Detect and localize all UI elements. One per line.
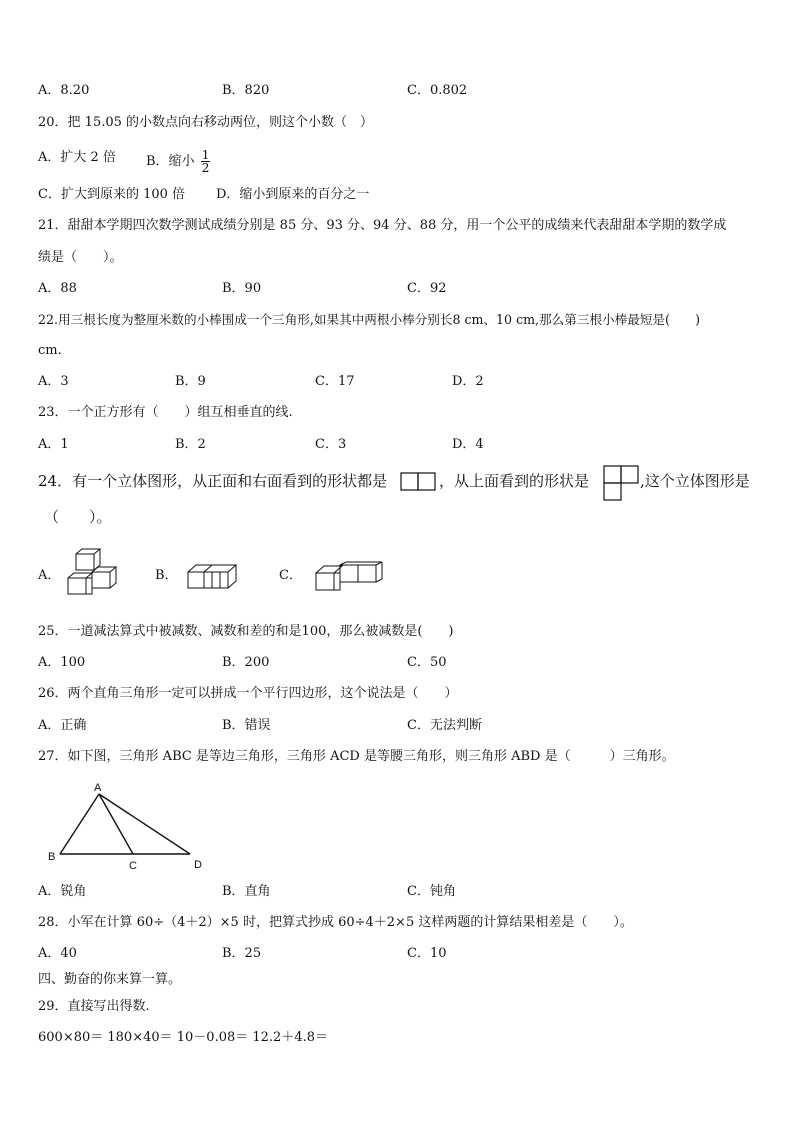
option-c-cube-row-figure <box>314 561 386 593</box>
q28-option-c: C．10 <box>407 946 447 961</box>
q24-stem-line2: （ ）。 <box>44 508 112 526</box>
q19-option-a: A．8.20 <box>38 83 90 98</box>
q20-option-b <box>146 149 210 174</box>
fraction-one-half <box>201 149 211 174</box>
q23-stem: 23．一个正方形有（ ）组互相垂直的线. <box>38 405 293 420</box>
point-label-b: B <box>48 851 56 863</box>
q20-option-c: C．扩大到原来的 100 倍 <box>38 187 186 202</box>
q22-option-b: B．9 <box>175 374 206 389</box>
q25-option-c: C．50 <box>407 655 447 670</box>
q24-stem-part2: ，从上面看到的形状是 <box>439 472 590 490</box>
q25-option-a: A．100 <box>38 655 86 670</box>
q21-option-a: A．88 <box>38 281 77 296</box>
q20-option-b-label: B．缩小 <box>146 154 195 169</box>
q28-option-a: A．40 <box>38 946 77 961</box>
q23-option-b: B．2 <box>175 437 206 452</box>
q26-option-b: B．错误 <box>222 718 271 733</box>
q25-stem: 25．一道减法算式中被减数、减数和差的和是100，那么被减数是( ) <box>38 624 454 639</box>
q22-stem-line2: cm. <box>38 343 62 358</box>
q26-stem: 26．两个直角三角形一定可以拼成一个平行四边形，这个说法是（ ） <box>38 686 458 701</box>
q20-stem: 20．把 15.05 的小数点向右移动两位，则这个小数（ ） <box>38 115 374 130</box>
q27-option-a: A．锐角 <box>38 884 87 899</box>
q20-option-a: A．扩大 2 倍 <box>38 150 116 165</box>
q29-stem: 29．直接写出得数. <box>38 999 150 1014</box>
point-label-a: A <box>94 782 102 794</box>
q22-option-d: D．2 <box>452 374 484 389</box>
q28-stem: 28．小军在计算 60÷（4＋2）×5 时，把算式抄成 60÷4＋2×5 这样两题的计算结果相差是（ ）。 <box>38 915 633 930</box>
q19-option-c: C．0.802 <box>407 83 468 98</box>
front-view-two-squares-figure <box>400 472 438 492</box>
point-label-c: C <box>129 860 137 872</box>
q23-option-a: A．1 <box>38 437 69 452</box>
q19-option-b: B．820 <box>222 83 270 98</box>
q27-option-b: B．直角 <box>222 884 271 899</box>
option-a-cube-stack-figure <box>66 548 120 598</box>
q27-stem: 27．如下图，三角形 ABC 是等边三角形，三角形 ACD 是等腰三角形，则三角形 ABD 是（ ）三角形。 <box>38 749 675 764</box>
q26-option-c: C．无法判断 <box>407 718 482 733</box>
q23-option-c: C．3 <box>315 437 347 452</box>
q22-option-a: A．3 <box>38 374 69 389</box>
fraction-numerator: 1 <box>201 148 210 162</box>
q28-option-b: B．25 <box>222 946 262 961</box>
q21-stem-line1: 21．甜甜本学期四次数学测试成绩分别是 85 分、93 分、94 分、88 分，用一个公平的成绩来代表甜甜本学期的数学成 <box>38 218 727 233</box>
q24-stem-part3: ,这个立体图形是 <box>640 472 750 490</box>
triangle-abcd-figure <box>44 780 214 872</box>
q22-option-c: C．17 <box>315 374 355 389</box>
q21-stem-line2: 绩是（ ）。 <box>38 250 123 265</box>
q21-option-b: B．90 <box>222 281 262 296</box>
fraction-denominator: 2 <box>201 161 210 175</box>
q27-option-c: C．钝角 <box>407 884 456 899</box>
q29-expressions: 600×80＝ 180×40＝ 10－0.08＝ 12.2＋4.8＝ <box>38 1030 328 1045</box>
option-b-cube-row-figure <box>186 562 242 592</box>
q23-option-d: D．4 <box>452 437 484 452</box>
top-view-l-shape-figure <box>603 465 641 501</box>
q22-stem-line1: 22.用三根长度为整厘米数的小棒围成一个三角形,如果其中两根小棒分别长8 cm、10 cm,那么第三根小棒最短是( ) <box>38 312 701 327</box>
section-4-title: 四、勤奋的你来算一算。 <box>38 972 182 987</box>
q25-option-b: B．200 <box>222 655 270 670</box>
q20-option-d: D．缩小到原来的百分之一 <box>216 187 370 202</box>
q24-stem-part1: 24．有一个立体图形，从正面和右面看到的形状都是 <box>38 472 388 490</box>
q26-option-a: A．正确 <box>38 718 87 733</box>
q24-option-c: C． <box>279 568 302 583</box>
point-label-d: D <box>194 859 202 871</box>
q24-option-b: B． <box>155 568 178 583</box>
q24-option-a: A． <box>38 568 61 583</box>
q21-option-c: C．92 <box>407 281 447 296</box>
